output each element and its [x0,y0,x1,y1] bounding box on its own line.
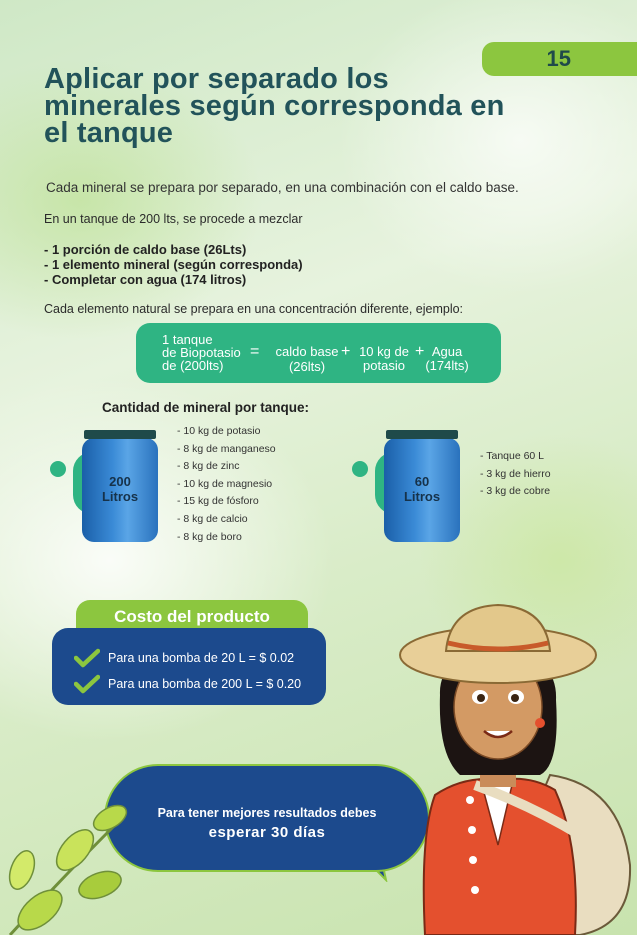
formula-mineral-line: 10 kg de [359,344,409,359]
list-item: - Completar con agua (174 litros) [44,272,247,287]
cost-box [52,628,326,705]
formula-water [424,345,470,372]
decor-dot [50,461,66,477]
cost-row-text: Para una bomba de 20 L = $ 0.02 [108,651,295,665]
tank-200-minerals [177,423,276,546]
formula-tank-line: de Biopotasio [162,345,241,360]
checkmark-icon [74,648,100,668]
formula-tank-line: 1 tanque [162,332,213,347]
list-item: - Tanque 60 L [480,450,545,462]
list-item: - 8 kg de boro [177,530,242,543]
tank-label [384,474,460,504]
tank-unit: Litros [403,489,441,504]
page-title: Aplicar por separado los minerales según corresponda en el tanque [44,63,505,149]
list-item: - 3 kg de cobre [480,485,551,498]
formula-box [136,323,501,383]
tank-60-minerals [480,448,551,501]
formula-mineral-line: potasio [363,358,405,373]
checkmark-icon [74,674,100,694]
cost-row [74,648,294,668]
decor-dot [352,461,368,477]
formula-mineral [354,345,414,372]
leaves-illustration [0,790,140,935]
list-item: - 8 kg de zinc [177,460,240,473]
cost-row-text: Para una bomba de 200 L = $ 0.20 [108,677,302,691]
mix-list [44,242,303,287]
tip-highlight: esperar 30 días [208,824,326,841]
tank-mix-text: En un tanque de 200 lts, se procede a mezclar [44,212,303,226]
list-item: - 10 kg de magnesio [177,477,273,490]
formula-base [272,345,342,373]
list-item: - 10 kg de potasio [177,425,261,437]
tank-lid [386,430,458,439]
formula-base-line: caldo base [275,344,339,359]
formula-plus: + [341,343,351,360]
formula-water-line: (174lts) [425,358,469,373]
formula-tank [162,333,241,372]
tank-capacity: 200 [109,474,131,489]
formula-water-line: Agua [431,344,463,359]
formula-tank-line: de (200lts) [162,358,224,373]
cost-row [74,674,301,694]
farmer-woman-illustration [380,585,637,935]
quantity-heading: Cantidad de mineral por tanque: [102,400,310,415]
tank-200-icon [82,430,158,542]
tank-label [82,474,158,504]
tank-60-icon [384,430,460,542]
tank-unit: Litros [101,489,139,504]
cost-heading: Costo del producto [76,600,308,633]
intro-text: Cada mineral se prepara por separado, en una combinación con el caldo base. [46,180,519,195]
list-item: - 1 porción de caldo base (26Lts) [44,242,247,257]
concentration-text: Cada elemento natural se prepara en una concentración diferente, ejemplo: [44,302,464,316]
list-item: - 1 elemento mineral (según corresponda) [44,257,303,272]
list-item: - 8 kg de calcio [177,512,248,525]
tip-line: Para tener mejores resultados debes [157,806,377,820]
list-item: - 3 kg de hierro [480,467,551,480]
tank-capacity: 60 [414,474,430,489]
tank-lid [84,430,156,439]
formula-plus: + [415,343,425,360]
formula-equals: = [250,343,260,360]
page-number: 15 [546,46,571,71]
formula-base-line: (26lts) [288,359,326,374]
list-item: - 15 kg de fósforo [177,495,259,508]
list-item: - 8 kg de manganeso [177,442,276,455]
